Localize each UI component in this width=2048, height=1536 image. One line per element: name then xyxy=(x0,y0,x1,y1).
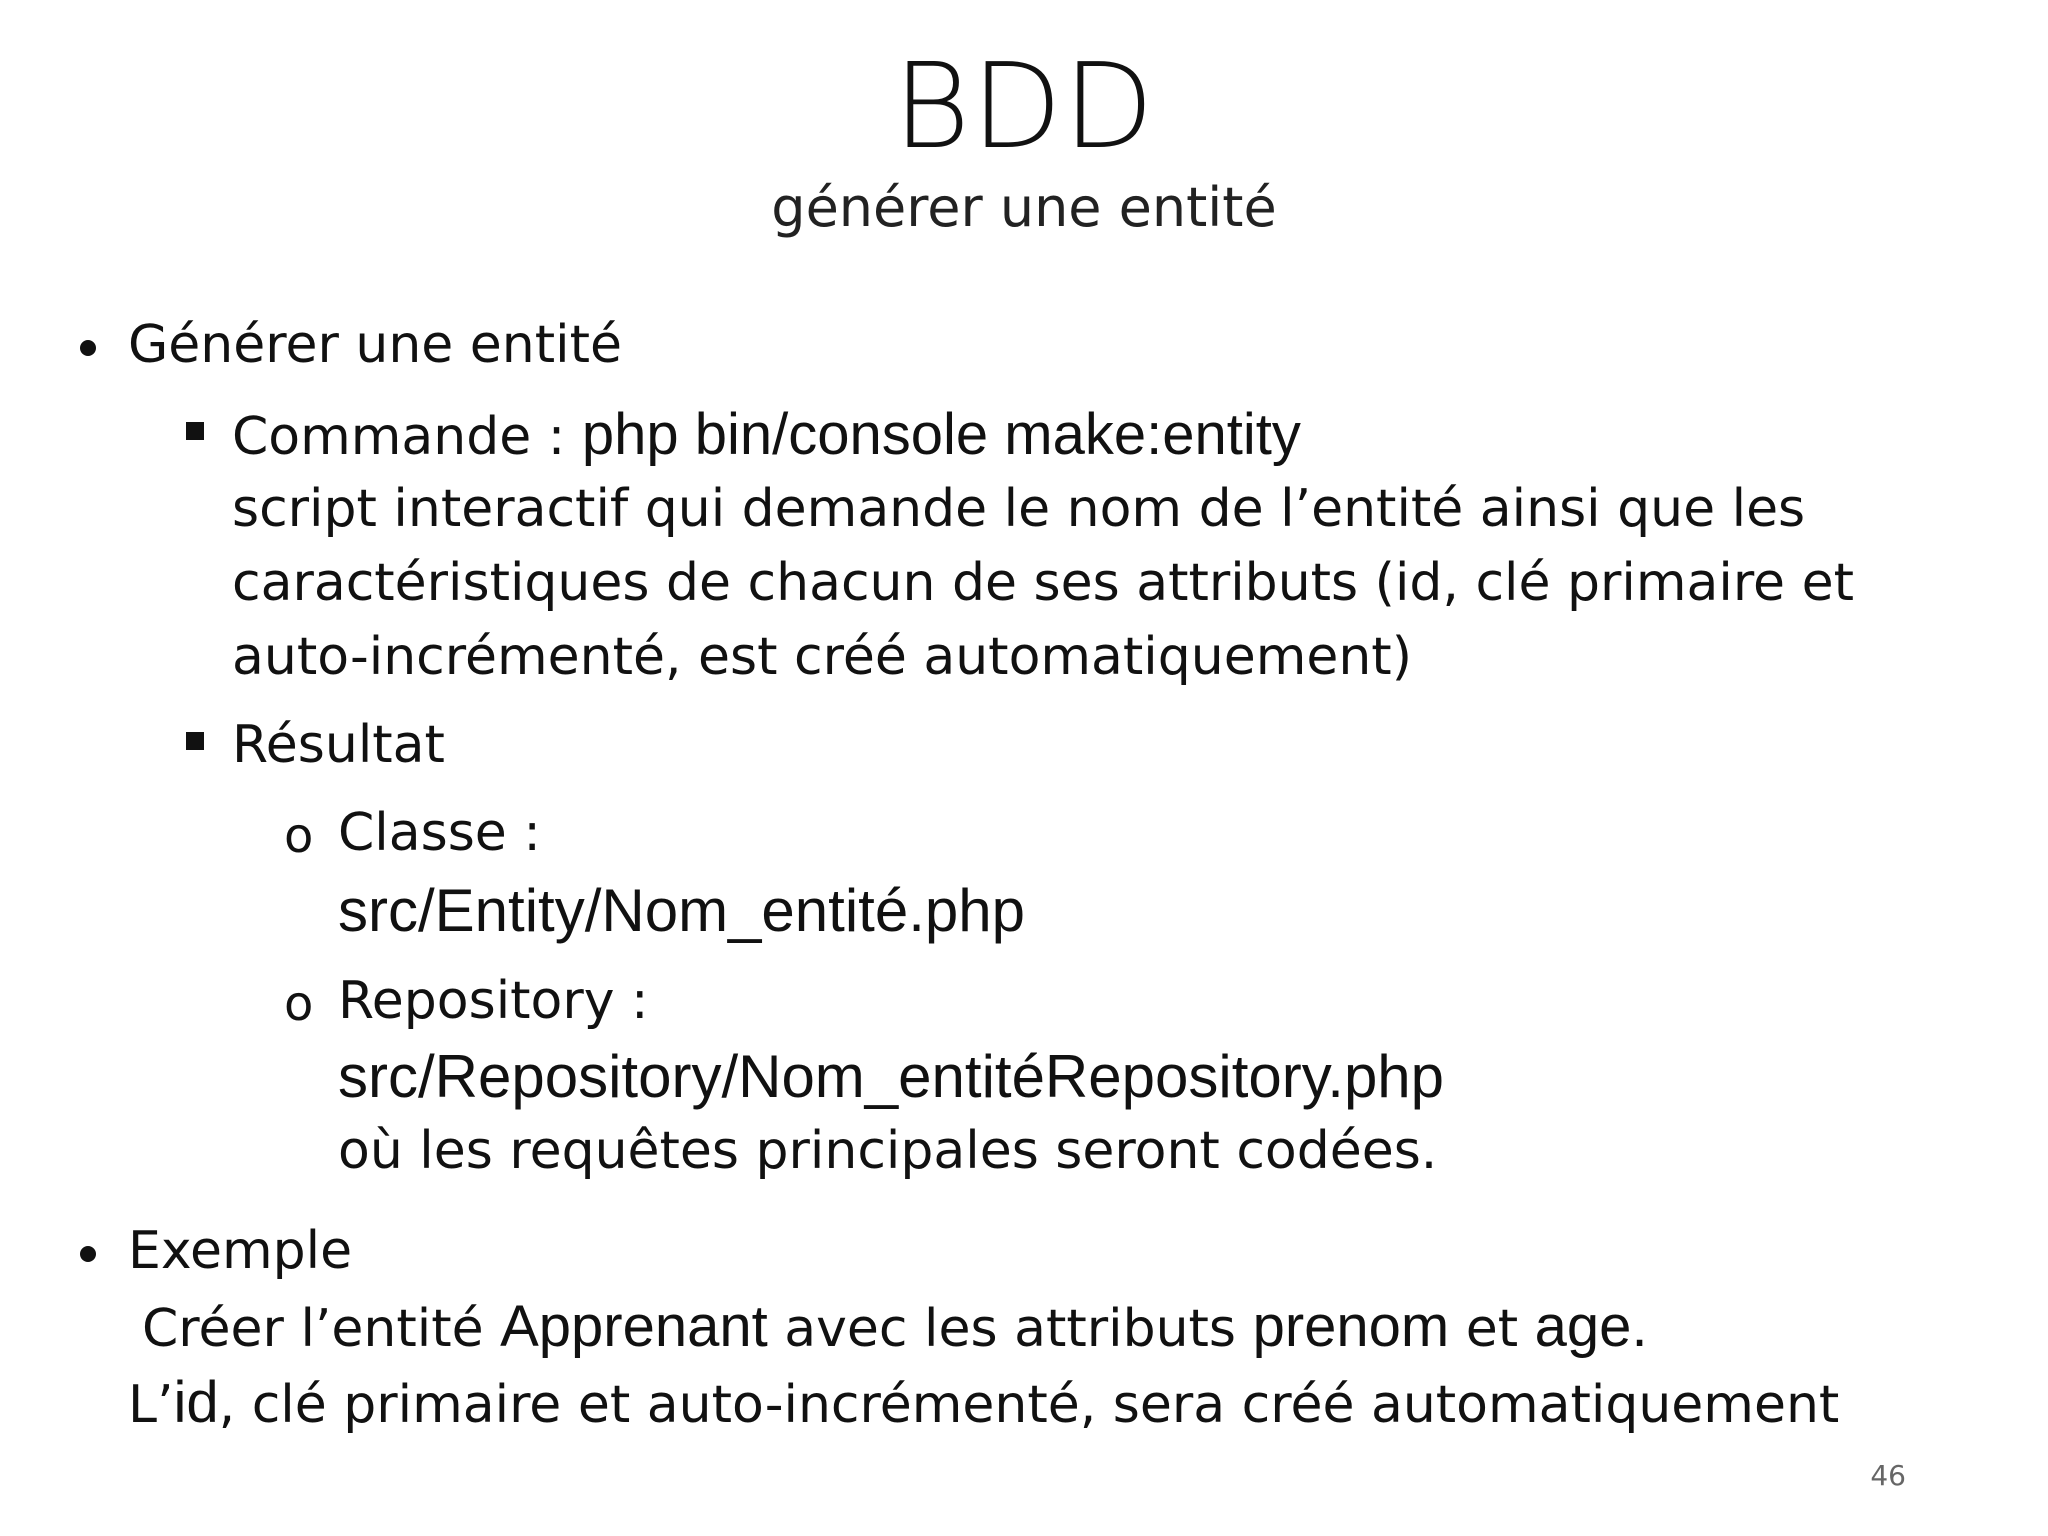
id-attribute: id xyxy=(173,1370,219,1435)
slide-subtitle: générer une entité xyxy=(771,176,1277,239)
example-text: Créer l’entité xyxy=(142,1299,501,1359)
example-text: , clé primaire et auto-incrémenté, sera créé automatiquement xyxy=(218,1375,1840,1435)
bullet-dot-icon xyxy=(80,340,96,356)
example-text: avec les attributs xyxy=(767,1299,1253,1359)
example-line-1 xyxy=(142,1290,1648,1366)
example-text: L’ xyxy=(128,1375,174,1435)
class-path: src/Entity/Nom_entité.php xyxy=(338,877,1025,944)
entity-name: Apprenant xyxy=(500,1294,768,1359)
repo-path: src/Repository/Nom_entitéRepository.php xyxy=(338,1043,1445,1110)
result-label: Résultat xyxy=(232,715,445,775)
bullet-square-icon xyxy=(186,732,204,750)
page-number: 46 xyxy=(1870,1459,1906,1492)
command-line xyxy=(232,398,1301,474)
repo-note: où les requêtes principales seront codées. xyxy=(338,1121,1438,1181)
bullet-circle-icon: o xyxy=(284,976,314,1032)
slide-title: BDD xyxy=(893,37,1155,175)
bullet-circle-icon: o xyxy=(284,808,314,864)
example-text: et xyxy=(1449,1299,1535,1359)
bullet-square-icon xyxy=(186,422,204,440)
class-label: Classe : xyxy=(338,803,541,863)
section1-heading: Générer une entité xyxy=(128,315,622,375)
attribute-name: prenom xyxy=(1252,1294,1450,1359)
attribute-name: age. xyxy=(1534,1294,1648,1359)
description-line-3: auto-incrémenté, est créé automatiquement) xyxy=(232,627,1412,687)
command-text: php bin/console make:entity xyxy=(581,402,1301,467)
bullet-dot-icon xyxy=(80,1246,96,1262)
section2-heading: Exemple xyxy=(128,1221,353,1281)
description-line-1: script interactif qui demande le nom de l’entité ainsi que les xyxy=(232,479,1806,539)
example-line-2 xyxy=(128,1366,1839,1442)
description-line-2: caractéristiques de chacun de ses attributs (id, clé primaire et xyxy=(232,553,1854,613)
command-label: Commande : xyxy=(232,407,582,467)
repo-label: Repository : xyxy=(338,971,649,1031)
